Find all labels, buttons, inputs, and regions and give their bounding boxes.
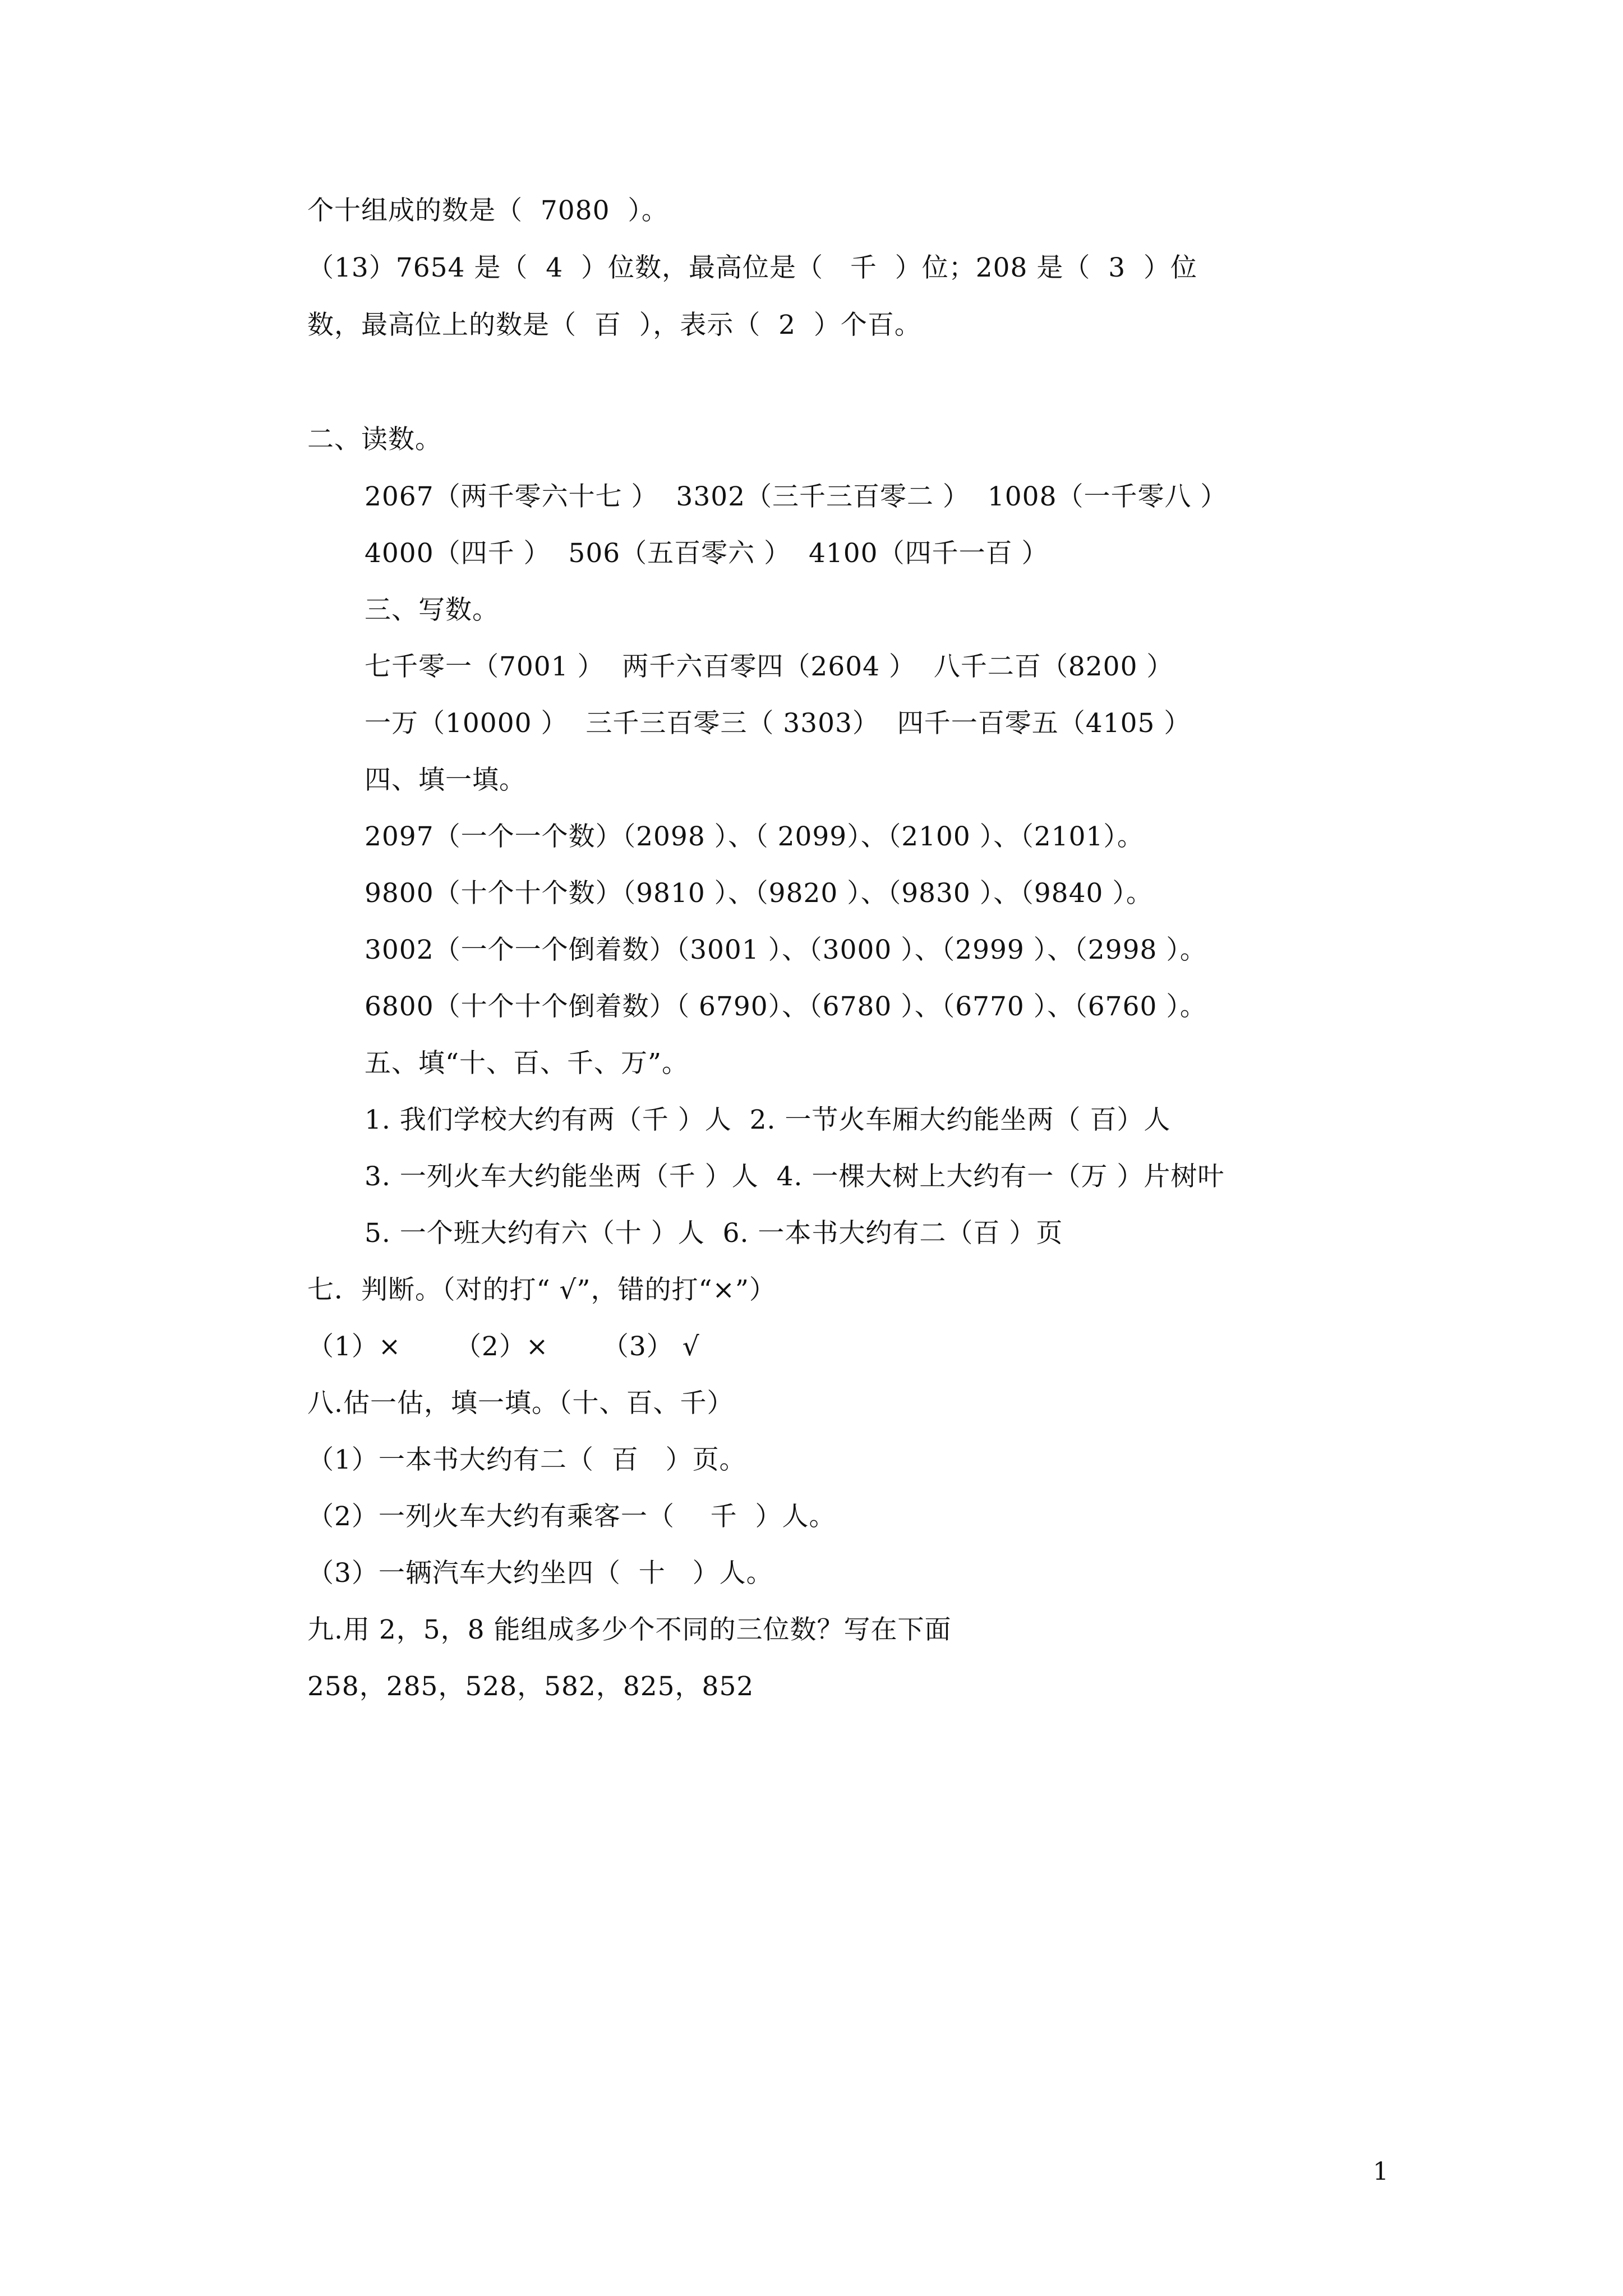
text-line: （3）一辆汽车大约坐四（ 十 ）人。 [307, 1558, 773, 1589]
text-line: （13）7654 是（ 4 ）位数，最高位是（ 千 ）位；208 是（ 3 ）位 [307, 252, 1198, 283]
section-heading: 九.用 2，5，8 能组成多少个不同的三位数？写在下面 [307, 1614, 952, 1645]
text-line: 一万（10000 ） 三千三百零三（ 3303） 四千一百零五（4105 ） [365, 708, 1191, 739]
section-heading: 四、填一填。 [365, 765, 526, 795]
section-heading: 三、写数。 [365, 595, 499, 625]
text-line: 个十组成的数是（ 7080 ）。 [307, 195, 668, 226]
page-number: 1 [1373, 2157, 1389, 2186]
text-line: （1）一本书大约有二（ 百 ）页。 [307, 1444, 746, 1475]
text-line: 6800（十个十个倒着数）（ 6790）、（6780 ）、（6770 ）、（6760 ）。 [365, 991, 1207, 1022]
section-heading: 五、填“十、百、千、万”。 [365, 1048, 689, 1079]
section-heading: 七．判断。（对的打“ √”，错的打“×”） [307, 1274, 776, 1305]
text-line: 3. 一列火车大约能坐两（千 ）人 4. 一棵大树上大约有一（万 ）片树叶 [365, 1161, 1225, 1192]
text-line: （1）× （2）× （3） √ [307, 1331, 700, 1362]
text-line: 4000（四千 ） 506（五百零六 ） 4100（四千一百 ） [365, 538, 1049, 569]
text-line: 258，285，528，582，825，852 [307, 1671, 754, 1702]
text-line: 9800（十个十个数）（9810 ）、（9820 ）、（9830 ）、（9840 ）。 [365, 878, 1153, 909]
text-line: 3002（一个一个倒着数）（3001 ）、（3000 ）、（2999 ）、（2998 ）。 [365, 935, 1207, 965]
text-line: 1. 我们学校大约有两（千 ）人 2. 一节火车厢大约能坐两（ 百）人 [365, 1105, 1171, 1135]
text-line: 七千零一（7001 ） 两千六百零四（2604 ） 八千二百（8200 ） [365, 651, 1174, 682]
section-heading: 八.估一估，填一填。（十、百、千） [307, 1388, 734, 1419]
text-line: 5. 一个班大约有六（十 ）人 6. 一本书大约有二（百 ）页 [365, 1218, 1063, 1249]
text-line: （2）一列火车大约有乘客一（ 千 ）人。 [307, 1501, 836, 1532]
text-line: 数，最高位上的数是（ 百 ），表示（ 2 ）个百。 [307, 310, 921, 341]
text-line: 2097（一个一个数）（2098 ）、（ 2099）、（2100 ）、（2101）。 [365, 821, 1144, 852]
section-heading: 二、读数。 [307, 424, 442, 455]
text-line: 2067（两千零六十七 ） 3302（三千三百零二 ） 1008（一千零八 ） [365, 481, 1228, 512]
